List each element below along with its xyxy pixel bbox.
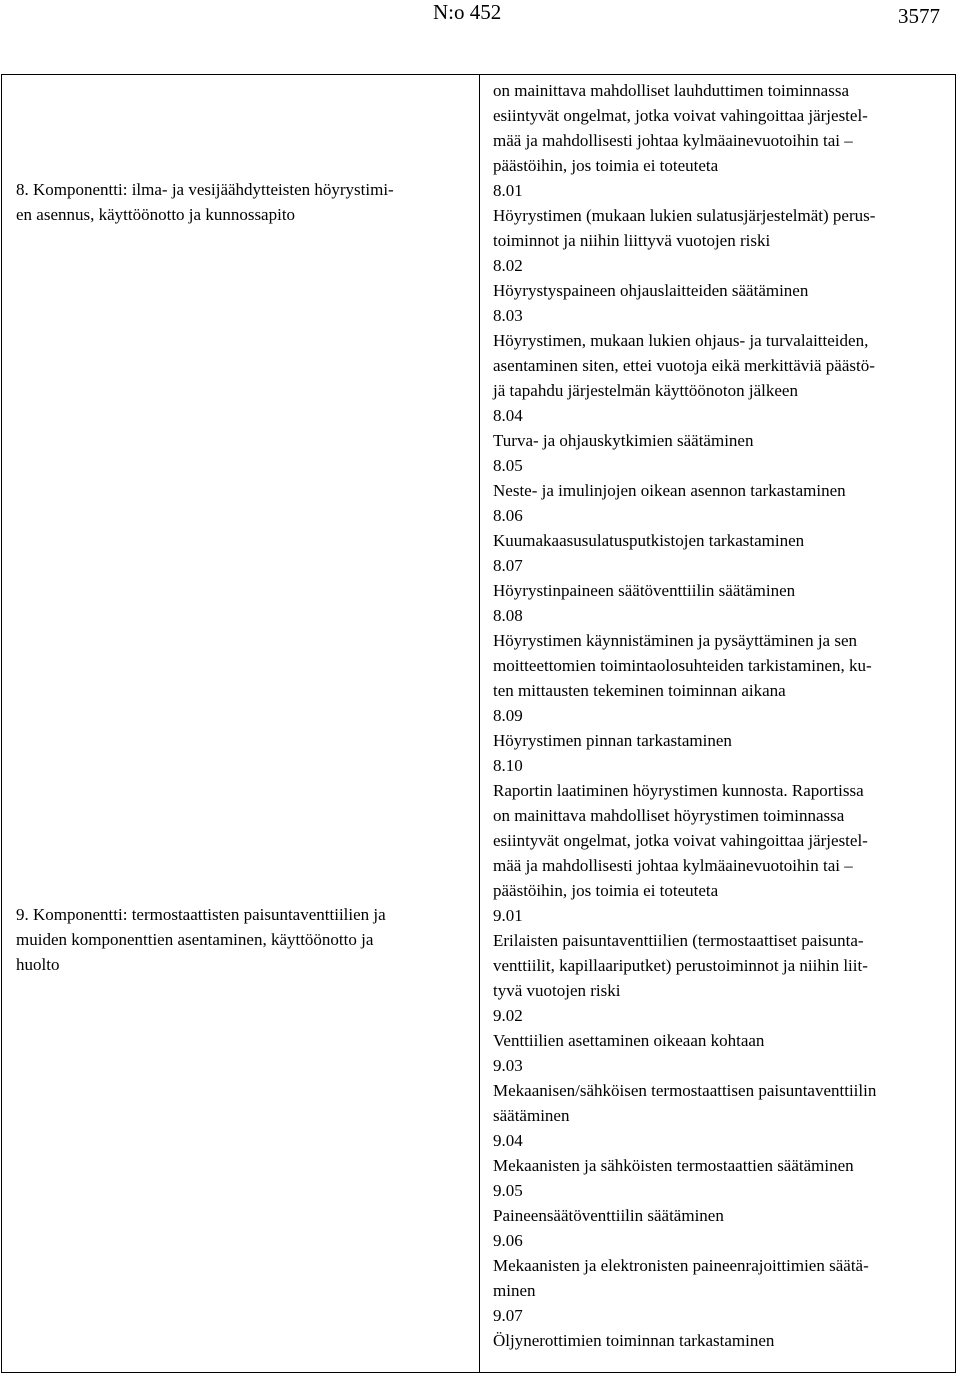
- item-number: 9.07: [493, 1306, 523, 1325]
- item-8-03: [493, 303, 949, 403]
- item-text-line: Höyrystimen, mukaan lukien ohjaus- ja turvalaitteiden,: [493, 331, 869, 350]
- item-9-07: [493, 1303, 949, 1353]
- section-9-title-line: huolto: [16, 955, 60, 974]
- item-text-line: esiintyvät ongelmat, jotka voivat vahingoittaa järjestel-: [493, 831, 868, 850]
- item-9-03: [493, 1053, 949, 1128]
- item-text-line: Höyrystinpaineen säätöventtiilin säätäminen: [493, 581, 796, 600]
- item-9-06: [493, 1228, 949, 1303]
- item-text-line: jä tapahdu järjestelmän käyttöönoton jälkeen: [493, 381, 798, 400]
- item-number: 9.06: [493, 1231, 523, 1250]
- item-number: 8.10: [493, 756, 523, 775]
- item-number: 9.02: [493, 1006, 523, 1025]
- item-8-09: [493, 703, 949, 753]
- content-table: [1, 74, 956, 1373]
- item-text-line: Höyrystimen pinnan tarkastaminen: [493, 731, 732, 750]
- item-9-04: [493, 1128, 949, 1178]
- item-number: 8.03: [493, 306, 523, 325]
- item-text-line: Öljynerottimien toiminnan tarkastaminen: [493, 1331, 775, 1350]
- item-text-line: mää ja mahdollisesti johtaa kylmäainevuotoihin tai –: [493, 131, 853, 150]
- item-text-line: Turva- ja ohjauskytkimien säätäminen: [493, 431, 754, 450]
- item-8-04: [493, 403, 949, 453]
- item-number: 9.05: [493, 1181, 523, 1200]
- item-text-line: Höyrystimen (mukaan lukien sulatusjärjestelmät) perus-: [493, 206, 876, 225]
- item-number: 9.03: [493, 1056, 523, 1075]
- item-text-line: Paineensäätöventtiilin säätäminen: [493, 1206, 724, 1225]
- section-9-title-line: 9. Komponentti: termostaattisten paisuntaventtiilien ja: [16, 905, 386, 924]
- item-9-02: [493, 1003, 949, 1053]
- item-8-05: [493, 453, 949, 503]
- item-text-line: asentaminen siten, ettei vuotoja eikä merkittäviä päästö-: [493, 356, 875, 375]
- item-8-10: [493, 753, 949, 903]
- item-text-line: Mekaanisten ja elektronisten paineenrajoittimien säätä-: [493, 1256, 869, 1275]
- item-text-line: Neste- ja imulinjojen oikean asennon tarkastaminen: [493, 481, 846, 500]
- item-text-line: minen: [493, 1281, 536, 1300]
- item-number: 8.09: [493, 706, 523, 725]
- item-text-line: Höyrystyspaineen ohjauslaitteiden säätäminen: [493, 281, 809, 300]
- item-text-line: mää ja mahdollisesti johtaa kylmäainevuotoihin tai –: [493, 856, 853, 875]
- item-number: 8.01: [493, 181, 523, 200]
- item-text-line: venttiilit, kapillaariputket) perustoiminnot ja niihin liit-: [493, 956, 868, 975]
- item-text-line: esiintyvät ongelmat, jotka voivat vahingoittaa järjestel-: [493, 106, 868, 125]
- item-text-line: on mainittava mahdolliset lauhduttimen toiminnassa: [493, 81, 849, 100]
- item-continuation: [493, 78, 949, 178]
- section-8-title-line: en asennus, käyttöönotto ja kunnossapito: [16, 205, 296, 224]
- item-text-line: toiminnot ja niihin liittyvä vuotojen riski: [493, 231, 771, 250]
- item-text-line: moitteettomien toimintaolosuhteiden tarkistaminen, ku-: [493, 656, 872, 675]
- section-9-title-line: muiden komponenttien asentaminen, käyttöönotto ja: [16, 930, 374, 949]
- item-8-01: [493, 178, 949, 253]
- item-text-line: Mekaanisen/sähköisen termostaattisen paisuntaventtiilin: [493, 1081, 877, 1100]
- item-text-line: Raportin laatiminen höyrystimen kunnosta. Raportissa: [493, 781, 864, 800]
- item-8-08: [493, 603, 949, 703]
- item-text-line: säätäminen: [493, 1106, 570, 1125]
- item-number: 8.06: [493, 506, 523, 525]
- item-9-05: [493, 1178, 949, 1228]
- item-text-line: Erilaisten paisuntaventtiilien (termostaattiset paisunta-: [493, 931, 864, 950]
- section-9-title: [16, 902, 454, 977]
- item-number: 9.01: [493, 906, 523, 925]
- item-number: 9.04: [493, 1131, 523, 1150]
- item-number: 8.07: [493, 556, 523, 575]
- item-text-line: Venttiilien asettaminen oikeaan kohtaan: [493, 1031, 765, 1050]
- item-text-line: päästöihin, jos toimia ei toteuteta: [493, 881, 719, 900]
- item-number: 8.08: [493, 606, 523, 625]
- item-9-01: [493, 903, 949, 1003]
- page-header-issue: N:o 452: [433, 0, 502, 24]
- item-number: 8.02: [493, 256, 523, 275]
- item-text-line: Kuumakaasusulatusputkistojen tarkastaminen: [493, 531, 805, 550]
- column-divider: [479, 75, 480, 1372]
- section-8-title: [16, 177, 454, 227]
- item-8-07: [493, 553, 949, 603]
- items-column: [493, 78, 949, 1353]
- item-8-06: [493, 503, 949, 553]
- item-text-line: ten mittausten tekeminen toiminnan aikana: [493, 681, 786, 700]
- item-text-line: tyvä vuotojen riski: [493, 981, 621, 1000]
- item-number: 8.04: [493, 406, 523, 425]
- page-number: 3577: [898, 4, 940, 28]
- item-text-line: Höyrystimen käynnistäminen ja pysäyttäminen ja sen: [493, 631, 858, 650]
- item-text-line: Mekaanisten ja sähköisten termostaattien säätäminen: [493, 1156, 854, 1175]
- section-8-title-line: 8. Komponentti: ilma- ja vesijäähdytteisten höyrystimi-: [16, 180, 394, 199]
- item-number: 8.05: [493, 456, 523, 475]
- item-text-line: päästöihin, jos toimia ei toteuteta: [493, 156, 719, 175]
- item-text-line: on mainittava mahdolliset höyrystimen toiminnassa: [493, 806, 845, 825]
- item-8-02: [493, 253, 949, 303]
